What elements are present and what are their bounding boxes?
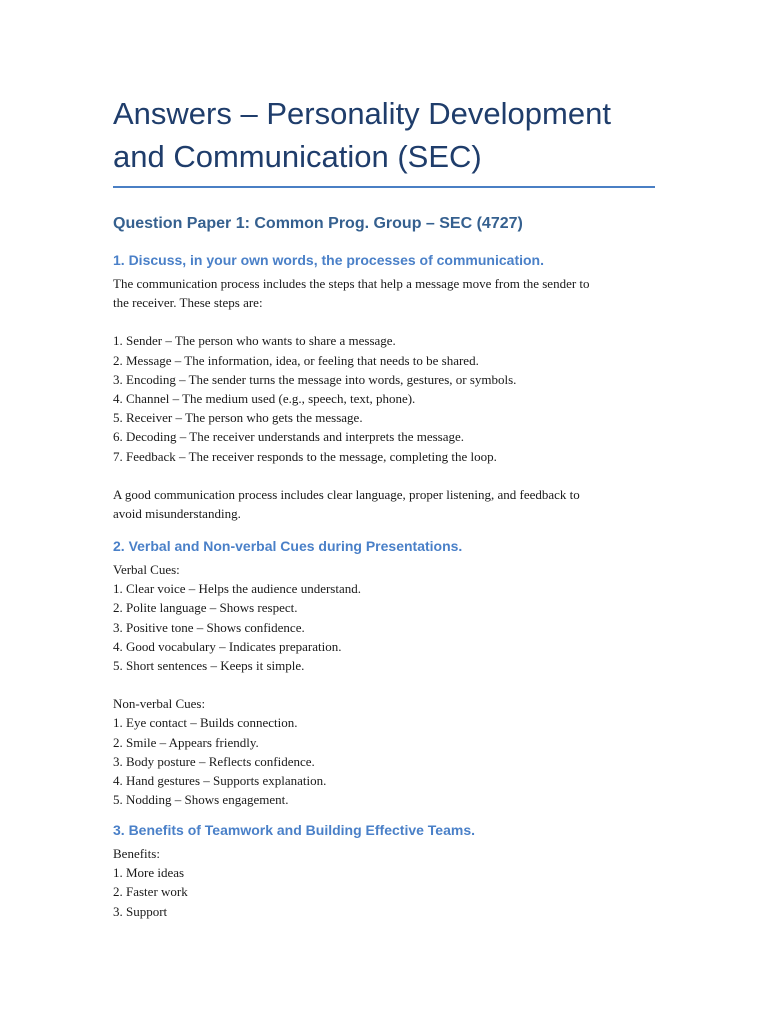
list-item: 4. Good vocabulary – Indicates preparation. (113, 638, 342, 654)
list-item: 3. Support (113, 903, 168, 919)
list-item: 4. Channel – The medium used (e.g., speech, text, phone). (113, 391, 416, 407)
list-item: 5. Short sentences – Keeps it simple. (113, 658, 305, 674)
list-item: 3. Positive tone – Shows confidence. (113, 619, 305, 635)
list-item: 2. Faster work (113, 884, 188, 900)
list-item: 1. More ideas (113, 865, 185, 881)
list-item: 3. Encoding – The sender turns the message into words, gestures, or symbols. (113, 371, 517, 387)
list-item: 4. Hand gestures – Supports explanation. (113, 773, 327, 789)
section1-intro-line-2: the receiver. These steps are: (113, 295, 263, 311)
list-item: 1. Clear voice – Helps the audience understand. (113, 581, 361, 597)
section2-heading: 2. Verbal and Non-verbal Cues during Presentations. (113, 538, 463, 554)
list-item: 2. Polite language – Shows respect. (113, 600, 298, 616)
list-item: 7. Feedback – The receiver responds to the message, completing the loop. (113, 448, 497, 464)
document-title (113, 92, 658, 178)
section1-list (113, 331, 658, 465)
section-communication-process (113, 250, 658, 523)
section1-conclusion-line-1: A good communication process includes clear language, proper listening, and feedback to (113, 486, 580, 502)
benefits-list (113, 863, 658, 921)
list-item: 5. Receiver – The person who gets the message. (113, 410, 363, 426)
list-item: 3. Body posture – Reflects confidence. (113, 753, 315, 769)
list-item: 1. Sender – The person who wants to share a message. (113, 333, 396, 349)
nonverbal-cues-list (113, 713, 658, 809)
list-item: 6. Decoding – The receiver understands and interprets the message. (113, 429, 464, 445)
section1-conclusion-line-2: avoid misunderstanding. (113, 506, 241, 522)
section1-conclusion (113, 485, 658, 523)
section1-intro (113, 274, 658, 312)
nonverbal-cues-label: Non-verbal Cues: (113, 696, 206, 712)
section-presentation-cues (113, 536, 658, 809)
section-teamwork-benefits (113, 820, 658, 921)
benefits-label: Benefits: (113, 846, 160, 861)
document-page (113, 92, 658, 919)
list-item: 5. Nodding – Shows engagement. (113, 792, 289, 808)
verbal-cues-label: Verbal Cues: (113, 562, 180, 577)
title-line-1: Answers – Personality Development (113, 96, 611, 131)
verbal-cues-list (113, 579, 658, 675)
list-item: 2. Smile – Appears friendly. (113, 734, 259, 750)
section3-heading: 3. Benefits of Teamwork and Building Effective Teams. (113, 822, 476, 838)
list-item: 1. Eye contact – Builds connection. (113, 715, 298, 731)
section1-heading: 1. Discuss, in your own words, the processes of communication. (113, 252, 544, 268)
title-line-2: and Communication (SEC) (113, 139, 482, 174)
section1-intro-line-1: The communication process includes the steps that help a message move from the sender to (113, 276, 590, 291)
question-paper-subtitle: Question Paper 1: Common Prog. Group – SEC (4727) (113, 215, 523, 232)
list-item: 2. Message – The information, idea, or feeling that needs to be shared. (113, 352, 479, 368)
title-divider (113, 186, 655, 188)
